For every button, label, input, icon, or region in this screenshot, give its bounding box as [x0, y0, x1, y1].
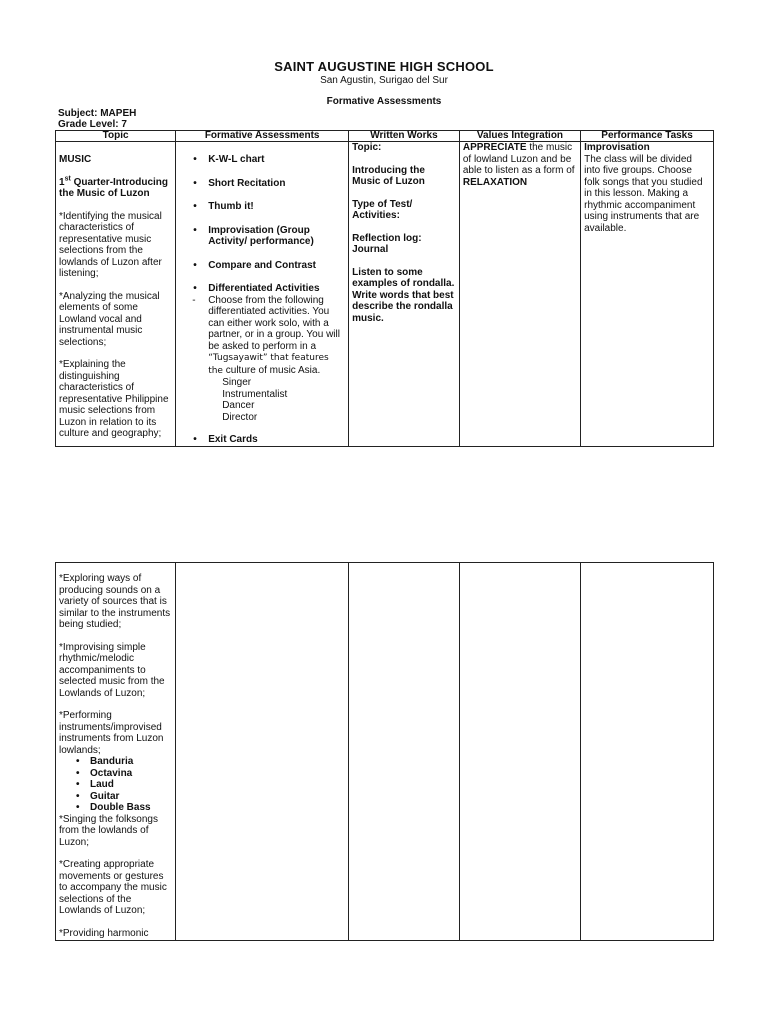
quarter-title: 1st Quarter-Introducing the Music of Luzon — [59, 175, 169, 199]
school-address: San Agustin, Surigao del Sur — [320, 75, 448, 86]
table-header-row — [56, 131, 714, 142]
topic-item: *Performing instruments/improvised instruments from Luzon lowlands; — [59, 710, 164, 756]
topic-item: *Improvising simple rhythmic/melodic accompaniments to selected music from the Lowlands of Luzon; — [59, 641, 165, 699]
column-header-values: Values Integration — [459, 131, 580, 142]
written-listen: Listen to some examples of rondalla. Write words that best describe the rondalla music. — [352, 266, 455, 324]
column-header-topic: Topic — [56, 131, 176, 142]
topic-heading: MUSIC — [59, 154, 92, 165]
list-item: • K-W-L chart — [179, 154, 345, 166]
formative-cell — [176, 142, 349, 447]
topic-item: *Creating appropriate movements or gestures to accompany the music selections of the Lowlands of Luzon; — [59, 859, 167, 916]
formative-cell-empty — [176, 563, 349, 941]
performance-heading: Improvisation — [584, 142, 650, 153]
school-name: SAINT AUGUSTINE HIGH SCHOOL — [274, 59, 494, 74]
assessment-table-continued — [55, 562, 714, 941]
performance-cell-empty — [581, 563, 714, 941]
formative-list — [179, 154, 345, 295]
list-item: • Exit Cards — [179, 434, 345, 446]
document-title: Formative Assessments — [326, 96, 442, 107]
list-item: • Banduria — [59, 756, 172, 768]
values-cell — [459, 142, 580, 447]
topic-item: *Explaining the distinguishing characteristics of representative Philippine music selections from Luzon in relation to its culture and geography; — [59, 359, 169, 439]
table-row — [56, 142, 714, 447]
topic-item: *Singing the folksongs from the lowlands of Luzon; — [59, 813, 158, 848]
list-item: • Compare and Contrast — [179, 260, 345, 272]
formative-list-end — [179, 434, 345, 446]
role-list — [179, 377, 345, 423]
performance-text: The class will be divided into five groups. Choose folk songs that you studied in this lesson. Making a rhythmic accompaniment using instruments that are available. — [584, 153, 703, 234]
role-item: Director — [222, 411, 258, 423]
subject-label: Subject: MAPEH — [58, 108, 137, 119]
values-cell-empty — [459, 563, 580, 941]
list-item: • Short Recitation — [179, 178, 345, 190]
topic-item: *Analyzing the musical elements of some Lowland vocal and instrumental music selections; — [59, 290, 160, 348]
differentiated-description: - Choose from the following differentiated activities. You can either work solo, with a partner, or in a group. You will be asked to perform in a “Tugsayawit” that features the culture of music Asia. — [192, 294, 340, 376]
list-item: • Thumb it! — [179, 201, 345, 213]
column-header-written: Written Works — [349, 131, 460, 142]
performance-cell — [581, 142, 714, 447]
written-topic-value: Introducing the Music of Luzon — [352, 164, 425, 187]
values-text: APPRECIATE the music of lowland Luzon and be able to listen as a form of RELAXATION — [462, 142, 575, 188]
role-item: Instrumentalist — [222, 388, 288, 400]
assessment-table — [55, 130, 714, 447]
written-reflection: Reflection log: Journal — [352, 232, 422, 255]
topic-cell — [56, 563, 176, 941]
written-cell — [349, 142, 460, 447]
topic-item: *Identifying the musical characteristics of representative music selections from the lowlands of Luzon after listening; — [59, 210, 162, 279]
topic-item: *Providing harmonic — [59, 927, 149, 939]
written-cell-empty — [349, 563, 460, 941]
list-item: • Octavina — [59, 768, 172, 780]
topic-item: *Exploring ways of producing sounds on a variety of sources that is similar to the instruments being studied; — [59, 573, 171, 630]
instrument-list — [59, 756, 172, 814]
list-item: • Double Bass — [59, 802, 172, 814]
written-type-label: Type of Test/ Activities: — [352, 198, 413, 221]
column-header-formative: Formative Assessments — [176, 131, 349, 142]
column-header-performance: Performance Tasks — [581, 131, 714, 142]
list-item: • Laud — [59, 779, 172, 791]
table-row — [56, 563, 714, 941]
role-item: Dancer — [222, 400, 255, 411]
list-item: • Guitar — [59, 791, 172, 803]
list-item: • Improvisation (Group Activity/ performance) — [179, 225, 345, 248]
written-topic-label: Topic: — [352, 142, 382, 153]
grade-level-label: Grade Level: 7 — [58, 119, 127, 130]
role-item: Singer — [222, 377, 252, 388]
topic-cell — [56, 142, 176, 447]
list-item: • Differentiated Activities — [179, 283, 345, 295]
